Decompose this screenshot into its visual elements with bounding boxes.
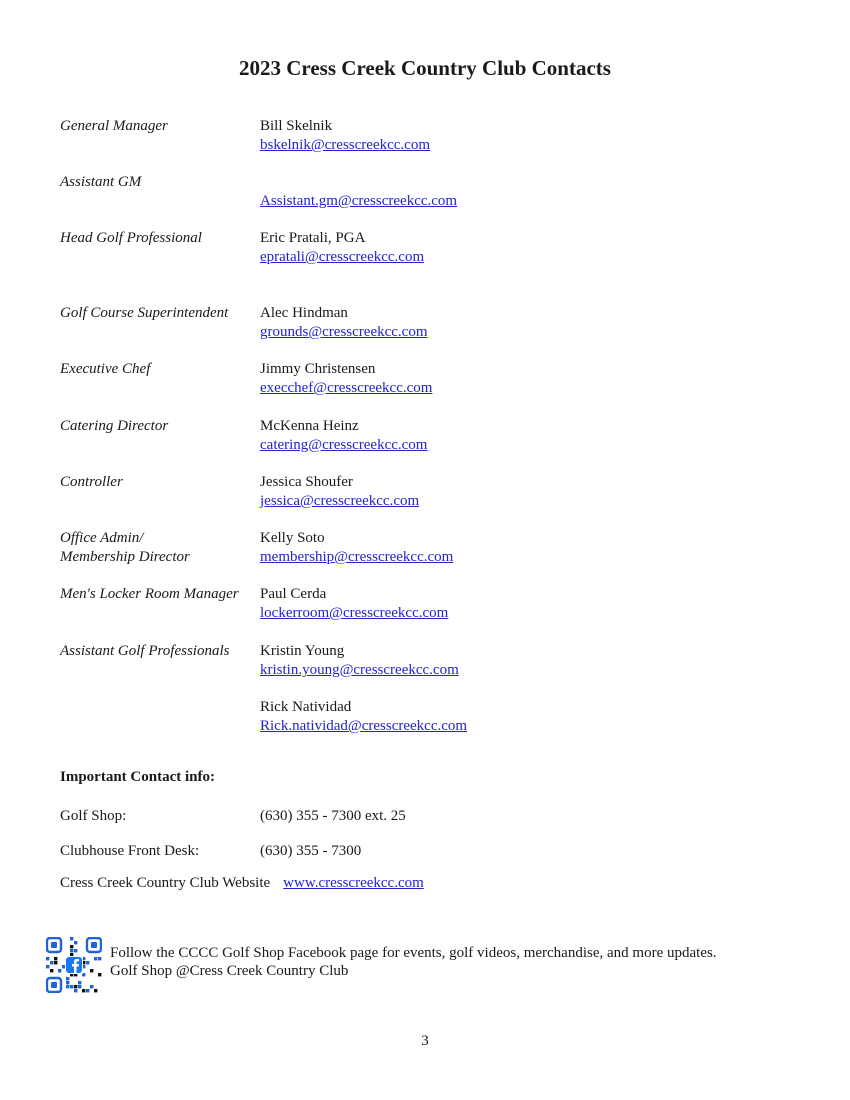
qr-module [98,957,101,960]
contact-role: Catering Director [60,418,169,434]
page-title: 2023 Cress Creek Country Club Contacts [239,56,611,80]
contact-role: Assistant GM [60,174,142,190]
contact-email-link[interactable]: grounds@cresscreekcc.com [260,324,428,340]
contact-name: Rick Natividad [260,699,352,715]
qr-module [70,953,73,956]
qr-module [66,985,69,988]
contact-email-link[interactable]: jessica@cresscreekcc.com [260,493,420,509]
qr-module [98,973,101,976]
qr-module [90,985,93,988]
contact-email-link[interactable]: epratali@cresscreekcc.com [260,249,425,265]
contact-email-link[interactable]: kristin.young@cresscreekcc.com [260,662,459,678]
contact-email-link[interactable]: catering@cresscreekcc.com [260,437,428,453]
website-label: Cress Creek Country Club Website [60,875,271,891]
qr-module [74,949,77,952]
qr-module [70,945,73,948]
front-desk-label: Clubhouse Front Desk: [60,843,200,859]
contact-name: Alec Hindman [260,305,348,321]
qr-module [46,965,49,968]
contact-email-link[interactable]: bskelnik@cresscreekcc.com [260,137,430,153]
qr-module [50,961,53,964]
facebook-follow-note [110,944,717,980]
qr-module [78,981,81,984]
contact-role: General Manager [60,118,168,134]
contact-name: Bill Skelnik [260,118,333,134]
facebook-qr-icon[interactable] [46,937,102,993]
contact-name: Kristin Young [260,643,345,659]
qr-module [46,957,49,960]
qr-module [54,957,57,960]
qr-module [94,957,97,960]
golf-shop-label: Golf Shop: [60,808,127,824]
qr-module [74,941,77,944]
page-number: 3 [421,1033,429,1049]
contact-name: Eric Pratali, PGA [260,230,366,246]
qr-module [70,949,73,952]
qr-module [54,961,57,964]
contact-name: McKenna Heinz [260,418,359,434]
important-contact-heading: Important Contact info: [60,769,215,785]
qr-module [86,961,89,964]
qr-module [78,985,81,988]
website-row [60,875,424,892]
contact-email-link[interactable]: Rick.natividad@cresscreekcc.com [260,718,468,734]
qr-module [70,937,73,940]
qr-module [74,985,77,988]
qr-module [66,977,69,980]
contact-role: Head Golf Professional [60,230,202,246]
qr-module [90,969,93,972]
website-link[interactable]: www.cresscreekcc.com [283,875,424,891]
contact-role: Assistant Golf Professionals [60,643,230,659]
contact-name: Jimmy Christensen [260,361,376,377]
contact-name: Jessica Shoufer [260,474,353,490]
contact-role: Controller [60,474,123,490]
contact-name [260,173,740,192]
facebook-page-name: Golf Shop @Cress Creek Country Club [110,963,349,979]
contact-role: Executive Chef [60,361,151,377]
qr-module [66,981,69,984]
contact-name: Paul Cerda [260,586,327,602]
contact-email-link[interactable]: Assistant.gm@cresscreekcc.com [260,193,458,209]
qr-module [82,989,85,992]
contact-email-link[interactable]: execchef@cresscreekcc.com [260,380,433,396]
qr-module [74,989,77,992]
facebook-follow-line: Follow the CCCC Golf Shop Facebook page for events, golf videos, merchandise, and more updates. [110,945,717,961]
qr-module [58,969,61,972]
contact-email-link[interactable]: membership@cresscreekcc.com [260,549,454,565]
qr-module [50,969,53,972]
contact-email-link[interactable]: lockerroom@cresscreekcc.com [260,605,449,621]
golf-shop-phone: (630) 355 - 7300 ext. 25 [260,808,406,824]
qr-module [94,989,97,992]
facebook-logo-icon [65,956,83,974]
qr-module [70,985,73,988]
contact-role: Golf Course Superintendent [60,305,229,321]
qr-module [86,989,89,992]
front-desk-phone: (630) 355 - 7300 [260,843,362,859]
contact-name: Kelly Soto [260,530,325,546]
contact-role-line2: Membership Director [60,549,190,565]
contact-role: Office Admin/ [60,530,144,546]
qr-module [62,965,65,968]
contact-role: Men's Locker Room Manager [60,586,239,602]
